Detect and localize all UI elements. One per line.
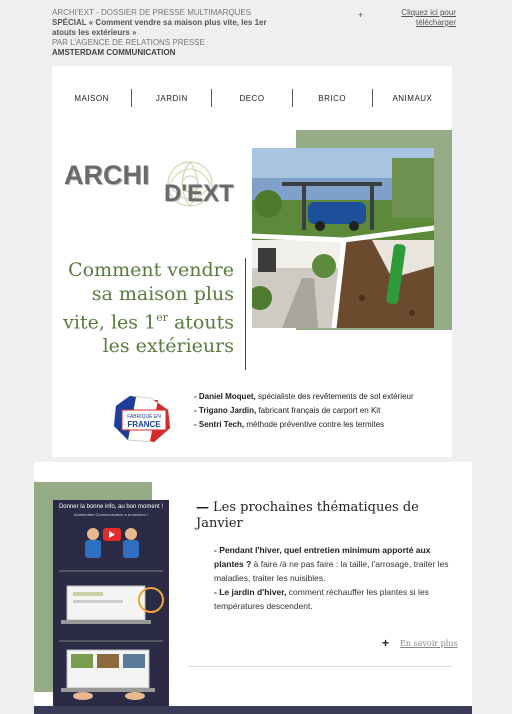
nav-item-jardin[interactable]: JARDIN [155, 93, 188, 103]
thematic-item-text: comment réchauffer les plantes si les températures descendent. [214, 587, 429, 611]
preheader-agency-line: PAR L'AGENCE DE RELATIONS PRESSE [52, 38, 205, 47]
main-nav [52, 90, 452, 106]
archi-dext-logo [62, 158, 252, 228]
bottom-bar [34, 706, 472, 714]
hero-headline [60, 258, 234, 358]
partner-desc: méthode préventive contre les termites [244, 420, 385, 429]
nav-item-maison[interactable]: MAISON [74, 93, 109, 103]
thematic-item [214, 585, 460, 613]
headline-line-4: les extérieurs [102, 335, 234, 358]
badge-line1: FABRIQUÉ EN [127, 414, 161, 420]
plus-icon: + [358, 10, 364, 20]
nav-item-animaux[interactable]: ANIMAUX [392, 93, 433, 103]
plus-icon[interactable]: + [382, 636, 390, 650]
partner-item [194, 390, 434, 404]
preheader-agency-name: AMSTERDAM COMMUNICATION [52, 48, 176, 57]
video-subtitle: Amsterdam Communication a la solution ! [73, 512, 149, 517]
headline-line-3b: atouts [167, 311, 234, 334]
hero-photo-collage [252, 148, 434, 328]
logo-word-archi: ARCHI [64, 160, 150, 190]
video-illustration [53, 500, 169, 710]
thematics-title-text: Les prochaines thématiques de Janvier [196, 500, 419, 531]
partner-desc: fabricant français de carport en Kit [256, 406, 381, 415]
partner-desc: spécialiste des revêtements de sol extérieur [255, 392, 414, 401]
partner-name: - Sentri Tech, [194, 420, 245, 429]
video-thumbnail[interactable] [53, 500, 169, 710]
thematics-title [196, 500, 456, 532]
partner-list [194, 390, 434, 432]
video-title: Donner la bonne info, au bon moment ! [58, 504, 164, 510]
made-in-france-badge [110, 392, 176, 444]
thematics-body [214, 543, 460, 613]
nav-item-deco[interactable]: DECO [239, 93, 265, 103]
thematic-item [214, 543, 460, 585]
nav-item-brico[interactable]: BRICO [318, 93, 347, 103]
headline-line-3a: vite, les 1 [63, 311, 157, 334]
title-dash: — [196, 500, 209, 515]
headline-line-2: sa maison plus [91, 283, 234, 305]
preheader [52, 8, 292, 58]
partner-item [194, 404, 434, 418]
partner-item [194, 418, 434, 432]
divider [188, 666, 452, 667]
badge-line2: FRANCE [127, 420, 161, 429]
read-more-link[interactable]: En savoir plus [400, 639, 458, 648]
vertical-divider [245, 258, 246, 370]
thematic-item-lead: - Pendant l'hiver, quel entretien minimum apporté aux plantes ? [214, 545, 431, 569]
download-link[interactable]: Cliquez ici pour télécharger [401, 8, 456, 27]
logo-word-dext: D'EXT [164, 180, 234, 207]
thematic-item-lead: - Le jardin d'hiver, [214, 587, 287, 597]
preheader-line1: ARCHI'EXT - DOSSIER DE PRESSE MULTIMARQUES [52, 8, 252, 17]
headline-superscript: er [156, 311, 168, 324]
headline-line-3 [60, 306, 234, 334]
headline-line-1: Comment vendre [68, 259, 234, 281]
partner-name: - Daniel Moquet, [194, 392, 256, 401]
thematic-item-text: à faire /à ne pas faire : la taille, l'arrosage, traiter les maladies, traiter les nuisibles. [214, 559, 449, 583]
preheader-special-title: SPÉCIAL « Comment vendre sa maison plus vite, les 1er atouts les extérieurs » [52, 18, 267, 37]
partner-name: - Trigano Jardin, [194, 406, 257, 415]
